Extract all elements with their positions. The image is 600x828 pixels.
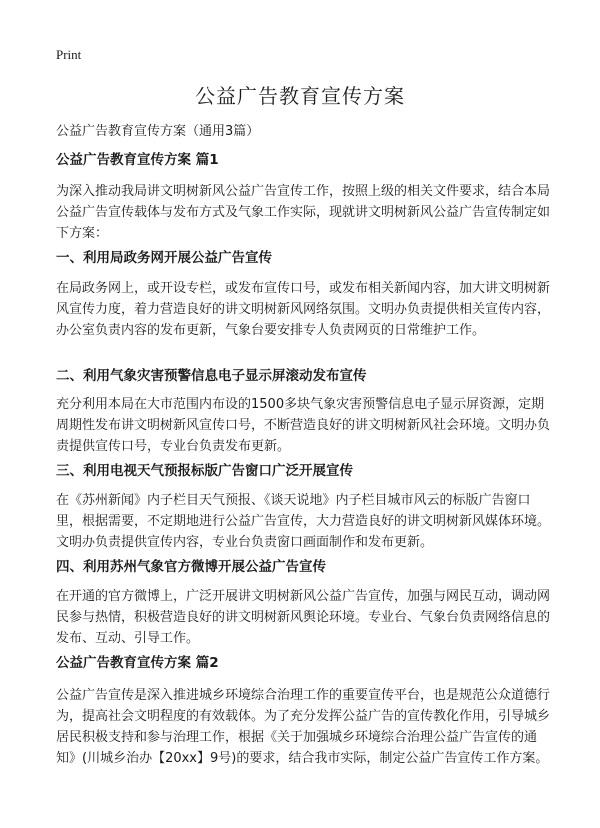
- page-title: 公益广告教育宣传方案: [195, 84, 405, 108]
- item2-heading: 二、利用气象灾害预警信息电子显示屏滚动发布宣传: [56, 368, 367, 384]
- item1-body: 在局政务网上，或开设专栏，或发布宣传口号，或发布相关新闻内容，加大讲文明树新风宣传力度，着力营造良好的讲文明树新风网络氛围。文明办负责提供相关宣传内容，办公室负责内容的发布更新，气象台要安排专人负责网页的日常维护工作。: [56, 281, 551, 338]
- section1-intro: 为深入推动我局讲文明树新风公益广告宣传工作，按照上级的相关文件要求，结合本局公益广告宣传载体与发布方式及气象工作实际，现就讲文明树新风公益广告宣传制定如下方案：: [56, 184, 551, 241]
- doc-subtitle: 公益广告教育宣传方案（通用3篇）: [56, 124, 260, 139]
- item1-heading: 一、利用局政务网开展公益广告宣传: [56, 250, 272, 266]
- section1-heading: 公益广告教育宣传方案 篇1: [56, 152, 219, 168]
- item4-body: 在开通的官方微博上，广泛开展讲文明树新风公益广告宣传，加强与网民互动，调动网民参与热情，积极营造良好的讲文明树新风舆论环境。专业台、气象台负责网络信息的发布、互动、引导工作。: [56, 589, 551, 646]
- section2-body: 公益广告宣传是深入推进城乡环境综合治理工作的重要宣传平台，也是规范公众道德行为，提高社会文明程度的有效载体。为了充分发挥公益广告的宣传教化作用，引导城乡居民积极支持和参与治理工作，根据《关于加强城乡环境综合治理公益广告宣传的通知》(川城乡治办【20xx】9号)的要求，结合我市实际，制定公益广告宣传工作方案。: [56, 688, 551, 766]
- item3-heading: 三、利用电视天气预报标版广告窗口广泛开展宣传: [56, 463, 353, 479]
- item3-body: 在《苏州新闻》内子栏目天气预报、《谈天说地》内子栏目城市风云的标版广告窗口里，根据需要，不定期地进行公益广告宣传，大力营造良好的讲文明树新风媒体环境。文明办负责提供宣传内容，专业台负责窗口画面制作和发布更新。: [56, 493, 551, 550]
- section2-heading: 公益广告教育宣传方案 篇2: [56, 655, 219, 671]
- print-label: Print: [56, 47, 82, 62]
- item4-heading: 四、利用苏州气象官方微博开展公益广告宣传: [56, 559, 326, 575]
- item2-body: 充分利用本局在大市范围内布设的1500多块气象灾害预警信息电子显示屏资源，定期周期性发布讲文明树新风宣传口号，不断营造良好的讲文明树新风社会环境。文明办负责提供宣传口号，专业台负责发布更新。: [56, 397, 551, 454]
